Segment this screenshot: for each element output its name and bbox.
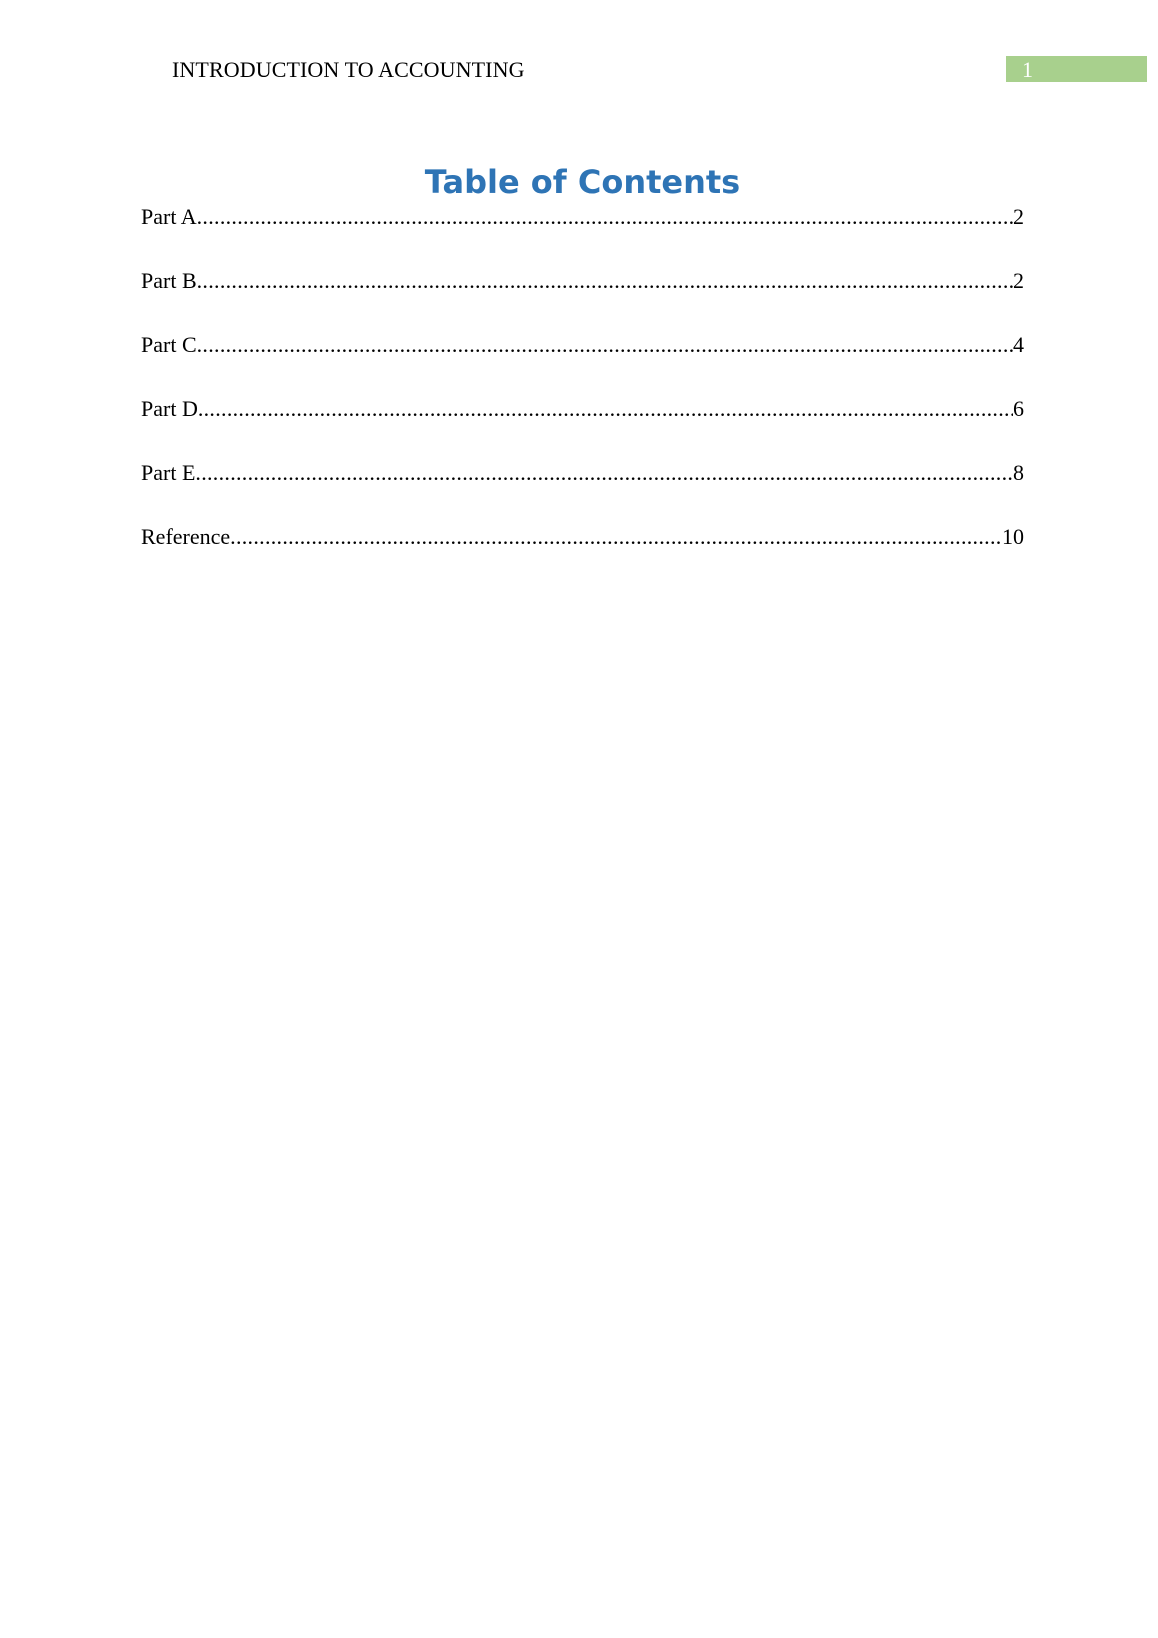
toc-entry-label: Part B [141,268,197,293]
toc-entry-part-a[interactable] [141,202,1024,266]
toc-entry-page: 2 [1013,268,1024,293]
toc-dot-leader [197,266,1013,296]
toc-entry-label: Reference [141,524,231,549]
running-header-title: INTRODUCTION TO ACCOUNTING [172,57,525,82]
toc-entry-label: Part A [141,204,197,229]
page-number: 1 [1022,57,1033,82]
toc-dot-leader [198,394,1013,424]
toc-entry-part-c[interactable] [141,330,1024,394]
toc-entry-page: 6 [1013,396,1024,421]
toc-entry-page: 10 [1002,524,1024,549]
toc-entry-reference[interactable] [141,522,1024,586]
toc-heading: Table of Contents [424,163,741,201]
toc-entry-part-b[interactable] [141,266,1024,330]
toc-list [141,202,1024,586]
toc-dot-leader [230,522,1002,552]
toc-entry-page: 2 [1013,204,1024,229]
toc-entry-page: 8 [1013,460,1024,485]
toc-entry-label: Part E [141,460,196,485]
toc-entry-part-d[interactable] [141,394,1024,458]
toc-entry-label: Part D [141,396,198,421]
page-number-badge [1006,56,1147,82]
toc-dot-leader [197,330,1013,360]
toc-dot-leader [197,202,1013,232]
toc-dot-leader [195,458,1013,488]
toc-entry-part-e[interactable] [141,458,1024,522]
toc-entry-page: 4 [1013,332,1024,357]
toc-entry-label: Part C [141,332,197,357]
